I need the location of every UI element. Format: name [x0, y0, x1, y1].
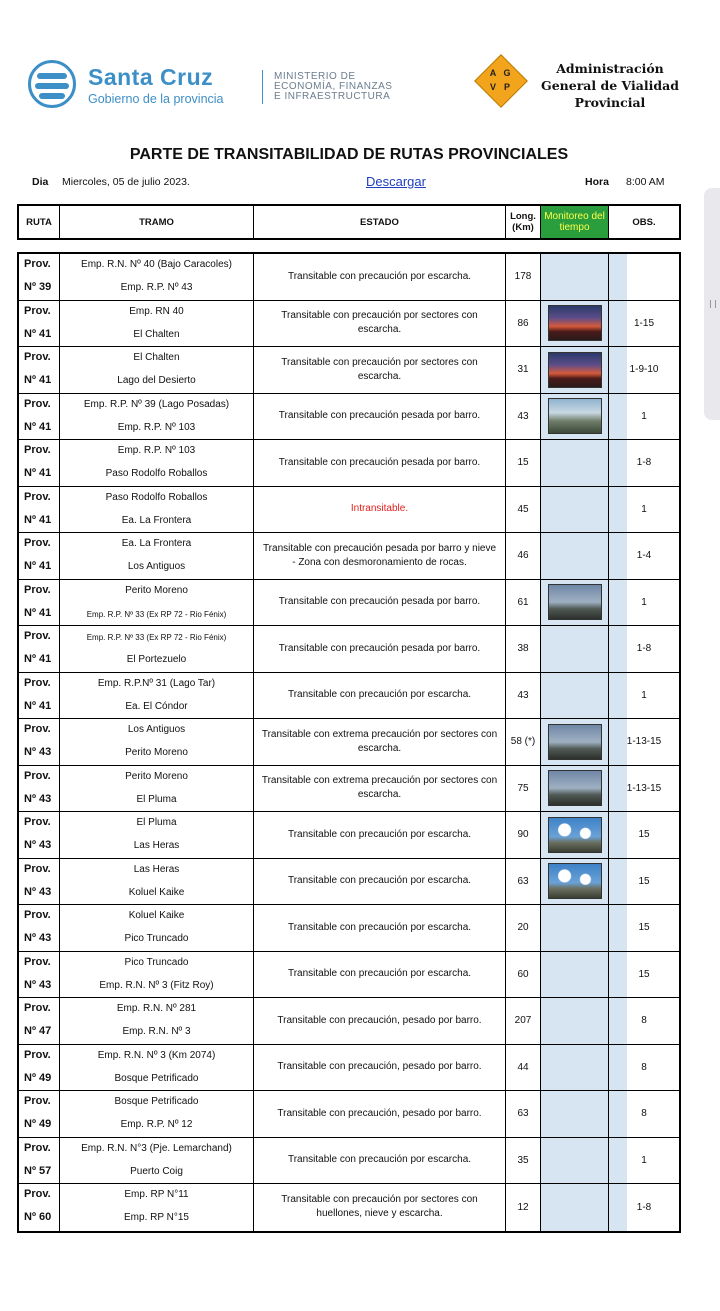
monitoreo-cell [541, 254, 609, 300]
long-cell: 15 [506, 440, 541, 486]
obs-cell: 1-8 [636, 1201, 652, 1213]
agvp-logo-icon: A G V P [474, 54, 526, 106]
tramo-from: Emp. R.N. Nº 3 (Km 2074) [97, 1049, 216, 1061]
long-cell: 44 [506, 1045, 541, 1091]
obs-cell: 1 [641, 410, 647, 422]
estado-cell: Transitable con precaución por escarcha. [254, 673, 506, 719]
ruta-prov: Prov. [24, 444, 51, 456]
monitoreo-cell [541, 859, 609, 905]
table-row [19, 301, 679, 348]
col-long: Long. (Km) [506, 206, 541, 238]
tramo-from: Koluel Kaike [128, 910, 185, 921]
estado-cell: Transitable con precaución por escarcha. [254, 952, 506, 998]
tramo-to: Emp. R.N. Nº 3 (Fitz Roy) [99, 979, 214, 991]
agvp-name: Administración General de Vialidad Provincial [541, 61, 679, 110]
ruta-cell [19, 394, 60, 440]
tramo-cell [60, 859, 254, 905]
download-link[interactable]: Descargar [366, 174, 426, 189]
table-row [19, 1091, 679, 1138]
ruta-cell [19, 952, 60, 998]
long-cell: 75 [506, 766, 541, 812]
tramo-to: Ea. El Cóndor [125, 700, 188, 712]
col-tramo: TRAMO [60, 206, 254, 238]
obs-cell: 8 [641, 1108, 647, 1120]
ruta-cell [19, 673, 60, 719]
monitoreo-cell [541, 673, 609, 719]
tramo-cell [60, 998, 254, 1044]
tramo-cell [60, 1138, 254, 1184]
long-cell: 86 [506, 301, 541, 347]
ruta-prov: Prov. [24, 351, 51, 363]
ruta-cell [19, 347, 60, 393]
long-cell: 20 [506, 905, 541, 951]
table-row [19, 347, 679, 394]
ruta-prov: Prov. [24, 583, 51, 596]
monitoreo-cell [541, 626, 609, 672]
tramo-to: Puerto Coig [130, 1165, 183, 1177]
tramo-to: El Chalten [133, 328, 180, 340]
ruta-cell [19, 626, 60, 672]
estado-cell: Transitable con precaución pesada por barro. [254, 580, 506, 626]
col-estado: ESTADO [254, 206, 506, 238]
table-row [19, 1184, 679, 1231]
weather-cam-thumbnail[interactable] [548, 724, 602, 760]
tramo-cell [60, 812, 254, 858]
tramo-cell [60, 533, 254, 579]
long-cell: 12 [506, 1184, 541, 1231]
ruta-prov: Prov. [24, 955, 51, 968]
monitoreo-cell [541, 394, 609, 440]
long-cell: 178 [506, 254, 541, 300]
obs-cell: 1 [641, 503, 647, 515]
ruta-number: Nº 43 [24, 792, 52, 805]
table-row [19, 859, 679, 906]
long-cell: 31 [506, 347, 541, 393]
tramo-to: El Portezuelo [126, 654, 187, 665]
obs-cell: 1-4 [636, 550, 652, 562]
monitoreo-cell [541, 347, 609, 393]
tramo-from: Los Antiguos [127, 724, 186, 735]
long-cell: 207 [506, 998, 541, 1044]
obs-cell: 1-8 [636, 643, 652, 655]
dia-label: Dia [32, 176, 49, 188]
obs-cell: 1 [641, 596, 647, 608]
gov-subtitle: Gobierno de la provincia [88, 92, 224, 106]
long-cell: 45 [506, 487, 541, 533]
tramo-to: Emp. RP N°15 [124, 1212, 189, 1223]
ruta-number: Nº 41 [24, 420, 52, 433]
obs-cell [609, 254, 679, 300]
table-row [19, 440, 679, 487]
weather-cam-thumbnail[interactable] [548, 863, 602, 899]
monitoreo-cell [541, 812, 609, 858]
estado-cell: Transitable con extrema precaución por sectores con escarcha. [254, 766, 506, 812]
col-obs: OBS. [632, 216, 656, 228]
tramo-to: Las Heras [133, 840, 180, 851]
table-row [19, 394, 679, 441]
ruta-prov: Prov. [24, 909, 51, 921]
estado-cell: Transitable con precaución, pesado por barro. [254, 998, 506, 1044]
ruta-number: Nº 41 [24, 606, 52, 619]
ruta-number: Nº 39 [24, 281, 52, 293]
obs-cell: 8 [641, 1015, 647, 1027]
long-cell: 43 [506, 673, 541, 719]
ruta-prov: Prov. [24, 1048, 51, 1061]
estado-cell: Transitable con precaución por escarcha. [254, 1138, 506, 1184]
weather-cam-thumbnail[interactable] [548, 305, 602, 341]
ruta-prov: Prov. [24, 304, 51, 317]
tramo-from: Paso Rodolfo Roballos [105, 491, 208, 503]
estado-cell: Transitable con precaución por sectores con escarcha. [254, 301, 506, 347]
ruta-number: Nº 57 [24, 1164, 52, 1177]
table-row [19, 1045, 679, 1092]
monitoreo-cell [541, 580, 609, 626]
table-row [19, 719, 679, 766]
estado-cell: Transitable con precaución por escarcha. [254, 254, 506, 300]
estado-cell: Transitable con precaución por escarcha. [254, 812, 506, 858]
ruta-number: Nº 43 [24, 932, 52, 944]
table-row [19, 812, 679, 859]
tramo-cell [60, 440, 254, 486]
tramo-from: El Pluma [136, 817, 177, 828]
tramo-cell [60, 626, 254, 672]
table-row [19, 254, 679, 301]
obs-cell: 15 [638, 829, 650, 841]
long-cell: 90 [506, 812, 541, 858]
table-row [19, 580, 679, 627]
monitoreo-cell [541, 533, 609, 579]
long-cell: 43 [506, 394, 541, 440]
tramo-cell [60, 905, 254, 951]
gov-name: Santa Cruz [88, 64, 214, 90]
tramo-cell [60, 1091, 254, 1137]
table-row [19, 487, 679, 534]
ruta-prov: Prov. [24, 862, 51, 875]
estado-cell: Transitable con precaución pesada por barro. [254, 440, 506, 486]
weather-cam-thumbnail[interactable] [548, 817, 602, 853]
long-cell: 61 [506, 580, 541, 626]
monitoreo-cell [541, 905, 609, 951]
tramo-cell [60, 1045, 254, 1091]
ruta-cell [19, 766, 60, 812]
tramo-to: Emp. R.P. Nº 43 [120, 282, 193, 293]
tramo-to: El Pluma [136, 793, 177, 805]
tramo-cell [60, 719, 254, 765]
ruta-number: Nº 41 [24, 699, 52, 712]
tramo-from: Emp. R.P. Nº 39 (Lago Posadas) [83, 398, 230, 410]
table-header [17, 204, 681, 240]
ruta-cell [19, 1091, 60, 1137]
long-cell: 38 [506, 626, 541, 672]
ruta-prov: Prov. [24, 630, 51, 642]
tramo-to: Los Antiguos [127, 561, 186, 572]
obs-cell: 15 [638, 968, 650, 980]
tramo-to: Emp. R.P. Nº 12 [120, 1119, 193, 1130]
estado-cell: Transitable con precaución por escarcha. [254, 859, 506, 905]
ruta-prov: Prov. [24, 258, 51, 270]
monitoreo-cell [541, 719, 609, 765]
monitoreo-cell [541, 766, 609, 812]
ruta-cell [19, 254, 60, 300]
ruta-number: Nº 41 [24, 327, 52, 340]
ruta-number: Nº 41 [24, 560, 52, 572]
tramo-from: Emp. R.N. Nº 281 [116, 1003, 197, 1014]
ruta-prov: Prov. [24, 723, 51, 735]
obs-cell: 8 [641, 1061, 647, 1073]
long-cell: 46 [506, 533, 541, 579]
ruta-cell [19, 440, 60, 486]
tramo-from: Emp. R.N. Nº 40 (Bajo Caracoles) [81, 259, 232, 270]
ruta-prov: Prov. [24, 1188, 51, 1200]
obs-cell: 1-13-15 [626, 782, 662, 794]
ruta-number: Nº 60 [24, 1211, 52, 1223]
col-ruta: RUTA [19, 206, 60, 238]
tramo-cell [60, 487, 254, 533]
tramo-from: Emp. RN 40 [129, 305, 184, 317]
tramo-from: Perito Moreno [125, 584, 188, 596]
table-row [19, 1138, 679, 1185]
obs-cell: 1-8 [636, 457, 652, 469]
monitoreo-cell [541, 998, 609, 1044]
obs-cell: 15 [638, 922, 650, 934]
ruta-cell [19, 859, 60, 905]
estado-cell: Transitable con precaución, pesado por barro. [254, 1091, 506, 1137]
long-cell: 63 [506, 859, 541, 905]
ruta-prov: Prov. [24, 397, 51, 410]
ruta-number: Nº 49 [24, 1071, 52, 1084]
estado-cell: Transitable con extrema precaución por sectores con escarcha. [254, 719, 506, 765]
tramo-cell [60, 347, 254, 393]
ruta-cell [19, 812, 60, 858]
monitoreo-cell [541, 1184, 609, 1231]
ruta-cell [19, 533, 60, 579]
tramo-cell [60, 766, 254, 812]
obs-cell: 15 [638, 875, 650, 887]
ruta-number: Nº 41 [24, 653, 52, 665]
table-row [19, 952, 679, 999]
document-header [0, 52, 720, 122]
estado-cell: Transitable con precaución por sectores con escarcha. [254, 347, 506, 393]
table-row [19, 673, 679, 720]
long-cell: 63 [506, 1091, 541, 1137]
obs-cell: 1-13-15 [626, 736, 662, 748]
estado-cell: Transitable con precaución pesada por barro. [254, 394, 506, 440]
long-cell: 58 (*) [506, 719, 541, 765]
monitoreo-cell [541, 440, 609, 486]
tramo-from: Pico Truncado [124, 956, 189, 968]
ruta-cell [19, 301, 60, 347]
tramo-cell [60, 394, 254, 440]
obs-cell: 1-9-10 [629, 364, 659, 376]
tramo-from: El Chalten [133, 352, 180, 363]
ruta-number: Nº 43 [24, 746, 52, 758]
santa-cruz-logo-icon [28, 60, 76, 108]
hora-label: Hora [585, 176, 609, 188]
tramo-to: Emp. R.P. Nº 33 (Ex RP 72 - Rio Fénix) [86, 609, 227, 619]
estado-cell: Transitable con precaución, pesado por barro. [254, 1045, 506, 1091]
ruta-number: Nº 41 [24, 374, 52, 386]
tramo-from: Emp. R.N. N°3 (Pje. Lemarchand) [81, 1142, 232, 1154]
estado-cell: Transitable con precaución pesada por barro y nieve - Zona con desmoronamiento de rocas. [254, 533, 506, 579]
col-monitoreo: Monitoreo del tiempo [541, 206, 609, 238]
long-cell: 60 [506, 952, 541, 998]
obs-cell: 1 [641, 689, 647, 701]
monitoreo-cell [541, 487, 609, 533]
monitoreo-cell [541, 1045, 609, 1091]
dia-value: Miercoles, 05 de julio 2023. [62, 176, 190, 188]
tramo-to: Perito Moreno [125, 747, 188, 758]
obs-cell: 1 [641, 1154, 647, 1166]
tramo-cell [60, 301, 254, 347]
ruta-cell [19, 1045, 60, 1091]
ruta-cell [19, 1184, 60, 1231]
tramo-to: Emp. R.N. Nº 3 [122, 1026, 191, 1037]
tramo-from: Emp. R.P. Nº 103 [117, 445, 196, 456]
estado-cell: Transitable con precaución por sectores con huellones, nieve y escarcha. [254, 1184, 506, 1231]
tramo-cell [60, 580, 254, 626]
weather-cam-thumbnail[interactable] [548, 770, 602, 806]
ruta-cell [19, 719, 60, 765]
ruta-cell [19, 580, 60, 626]
estado-cell: Intransitable. [254, 487, 506, 533]
ruta-number: Nº 43 [24, 978, 52, 991]
tramo-to: Pico Truncado [124, 933, 189, 944]
tramo-to: Koluel Kaike [128, 886, 185, 898]
tramo-cell [60, 952, 254, 998]
routes-table [17, 252, 681, 1233]
ruta-number: Nº 41 [24, 467, 52, 479]
ruta-cell [19, 905, 60, 951]
table-row [19, 998, 679, 1045]
tramo-from: Bosque Petrificado [114, 1096, 199, 1107]
weather-cam-thumbnail[interactable] [548, 584, 602, 620]
header-divider [262, 70, 263, 104]
estado-cell: Transitable con precaución por escarcha. [254, 905, 506, 951]
weather-cam-thumbnail[interactable] [548, 352, 602, 388]
long-cell: 35 [506, 1138, 541, 1184]
tramo-from: Emp. RP N°11 [124, 1189, 189, 1200]
table-row [19, 905, 679, 952]
ruta-prov: Prov. [24, 1002, 51, 1014]
tramo-from: Ea. La Frontera [121, 538, 192, 549]
ministry-name: MINISTERIO DE ECONOMÍA, FINANZAS E INFRAESTRUCTURA [274, 71, 393, 102]
tramo-to: Paso Rodolfo Roballos [105, 468, 208, 479]
monitoreo-cell [541, 1091, 609, 1137]
ruta-prov: Prov. [24, 1095, 51, 1107]
ruta-cell [19, 487, 60, 533]
tramo-from: Las Heras [133, 863, 180, 875]
ruta-prov: Prov. [24, 676, 51, 689]
obs-cell: 1-15 [633, 317, 654, 329]
ruta-prov: Prov. [24, 537, 51, 549]
ruta-number: Nº 43 [24, 885, 52, 898]
tramo-to: Bosque Petrificado [114, 1072, 199, 1084]
hora-value: 8:00 AM [626, 176, 665, 188]
table-row [19, 626, 679, 673]
ruta-prov: Prov. [24, 816, 51, 828]
tramo-from: Perito Moreno [125, 770, 188, 782]
ruta-number: Nº 41 [24, 513, 52, 526]
tramo-to: Ea. La Frontera [121, 514, 192, 526]
ruta-number: Nº 43 [24, 839, 52, 851]
ruta-prov: Prov. [24, 1141, 51, 1154]
tramo-cell [60, 254, 254, 300]
ruta-number: Nº 49 [24, 1118, 52, 1130]
table-row [19, 766, 679, 813]
tramo-to: Lago del Desierto [117, 375, 196, 386]
table-row [19, 533, 679, 580]
monitoreo-cell [541, 301, 609, 347]
ruta-prov: Prov. [24, 769, 51, 782]
tramo-to: Emp. R.P. Nº 103 [117, 421, 196, 433]
tramo-from: Emp. R.P. Nº 33 (Ex RP 72 - Rio Fénix) [86, 633, 227, 642]
monitoreo-cell [541, 952, 609, 998]
ruta-number: Nº 47 [24, 1025, 52, 1037]
ruta-cell [19, 998, 60, 1044]
tramo-from: Emp. R.P.Nº 31 (Lago Tar) [97, 677, 216, 689]
ruta-prov: Prov. [24, 490, 51, 503]
tramo-cell [60, 673, 254, 719]
side-scroll-handle[interactable] [704, 188, 720, 420]
tramo-cell [60, 1184, 254, 1231]
monitoreo-cell [541, 1138, 609, 1184]
weather-cam-thumbnail[interactable] [548, 398, 602, 434]
estado-cell: Transitable con precaución pesada por barro. [254, 626, 506, 672]
page-title: PARTE DE TRANSITABILIDAD DE RUTAS PROVINCIALES [129, 146, 569, 163]
ruta-cell [19, 1138, 60, 1184]
